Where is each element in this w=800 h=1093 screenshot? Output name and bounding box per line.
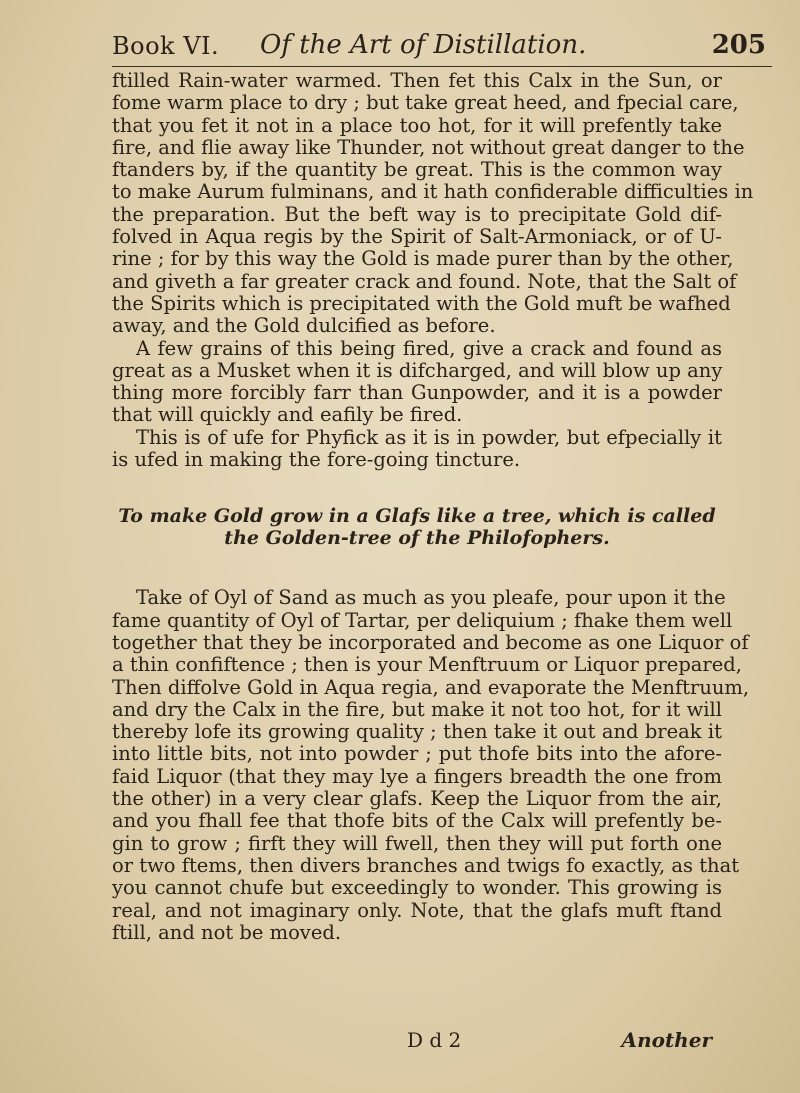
text-line: gin to grow ; firft they will fwell, then they will put forth one (112, 831, 722, 855)
text-line: you cannot chufe but exceedingly to wonder. This growing is (112, 876, 722, 900)
text-line: thereby lofe its growing quality ; then take it out and break it (112, 720, 722, 744)
text-line: great as a Musket when it is difcharged, and will blow up any (112, 358, 723, 382)
running-header (112, 30, 772, 67)
text-line: away, and the Gold dulcified as before. (112, 314, 496, 338)
heading-line: To make Gold grow in a Glafs like a tree, which is called (118, 505, 716, 528)
signature-mark: D d 2 (407, 1028, 462, 1052)
text-line: into little bits, not into powder ; put thofe bits into the afore- (112, 742, 722, 766)
page-number: 205 (711, 30, 766, 60)
heading-line: the Golden-tree of the Philofophers. (224, 527, 610, 550)
paragraph-golden-tree (112, 586, 750, 944)
text-line: ftilled Rain-water warmed. Then fet this Calx in the Sun, or (112, 69, 722, 92)
text-line: Take of Oyl of Sand as much as you pleafe, pour upon it the (136, 586, 726, 610)
text-line: and giveth a far greater crack and found. Note, that the Salt of (112, 269, 737, 293)
text-line: Then diffolve Gold in Aqua regia, and evaporate the Menftruum, (112, 675, 750, 699)
paragraph-use-for-physick (112, 427, 722, 472)
text-line: and dry the Calx in the fire, but make it not too hot, for it will (112, 697, 722, 721)
text-line: fome warm place to dry ; but take great heed, and fpecial care, (112, 91, 739, 115)
section-heading (112, 505, 722, 549)
text-line: to make Aurum fulminans, and it hath confiderable difficulties in (112, 180, 754, 204)
text-line: rine ; for by this way the Gold is made purer than by the other, (112, 247, 734, 271)
text-line: the other) in a very clear glafs. Keep the Liquor from the air, (112, 787, 722, 811)
catchword: Another (621, 1028, 712, 1052)
paragraph-aurum-fulminans (112, 69, 754, 338)
running-title: Of the Art of Distillation. (260, 30, 587, 60)
book-label: Book VI. (112, 32, 220, 60)
text-line: that you fet it not in a place too hot, for it will prefently take (112, 113, 722, 137)
text-line: together that they be incorporated and become as one Liquor of (112, 630, 749, 654)
text-line: and you fhall fee that thofe bits of the Calx will prefently be- (112, 809, 722, 833)
text-line: fire, and flie away like Thunder, not without great danger to the (112, 135, 745, 159)
text-line: that will quickly and eafily be fired. (112, 403, 463, 427)
text-line: the preparation. But the beft way is to precipitate Gold dif- (112, 202, 722, 226)
text-line: A few grains of this being fired, give a crack and found as (136, 336, 722, 360)
text-line: faid Liquor (that they may lye a fingers breadth the one from (112, 764, 722, 788)
page-footer (112, 1028, 722, 1052)
paragraph-crack-and-sound (112, 338, 722, 427)
text-line: thing more forcibly farr than Gunpowder, and it is a powder (112, 381, 722, 405)
text-line: is ufed in making the fore-going tincture. (112, 448, 521, 472)
text-line: or two ftems, then divers branches and twigs fo exactly, as that (112, 853, 740, 877)
text-line: ftanders by, if the quantity be great. This is the common way (112, 158, 722, 182)
text-line: ftill, and not be moved. (112, 920, 342, 944)
text-line: fame quantity of Oyl of Tartar, per deliquium ; fhake them well (112, 608, 733, 632)
text-line: a thin confiftence ; then is your Menftruum or Liquor prepared, (112, 653, 742, 677)
text-line: folved in Aqua regis by the Spirit of Salt-Armoniack, or of U- (112, 225, 722, 249)
text-line: the Spirits which is precipitated with the Gold muft be wafhed (112, 291, 731, 315)
text-line: This is of ufe for Phyfick as it is in powder, but efpecially it (136, 425, 722, 449)
text-line: real, and not imaginary only. Note, that the glafs muft ftand (112, 898, 722, 922)
text-body (112, 69, 754, 944)
